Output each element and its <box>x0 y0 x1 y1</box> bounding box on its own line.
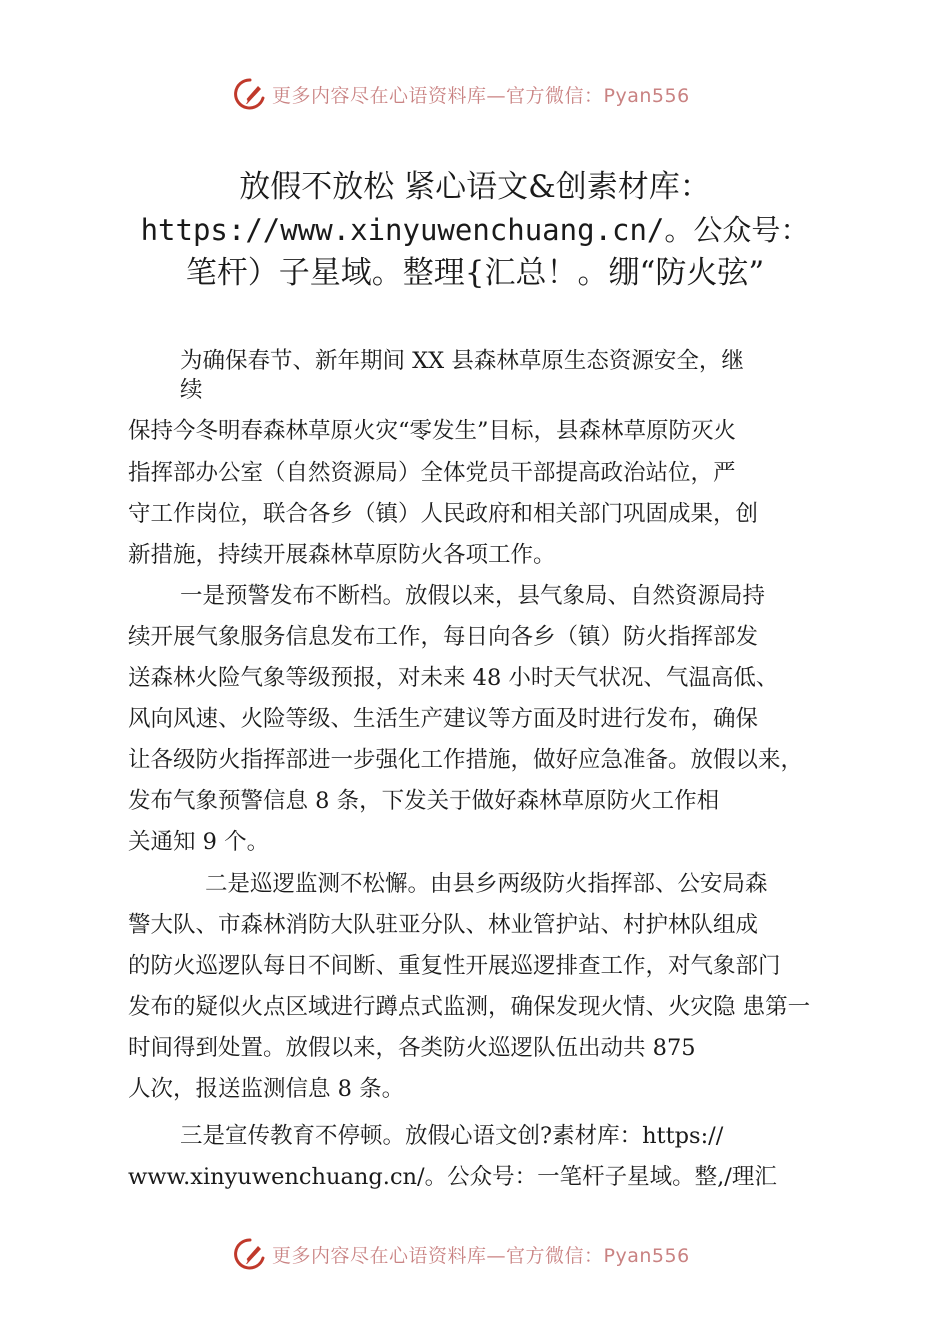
body-line: 风向风速、火险等级、生活生产建议等方面及时进行发布，确保 <box>128 706 759 732</box>
body-line: 守工作岗位，联合各乡（镇）人民政府和相关部门巩固成果，创 <box>128 501 759 527</box>
body-line: www.xinyuwenchuang.cn/。公众号：一笔杆子星域。整,/理汇 <box>128 1164 777 1190</box>
body-line: 发布气象预警信息 8 条，下发关于做好森林草原防火工作相 <box>128 788 720 814</box>
body-line: 续开展气象服务信息发布工作，每日向各乡（镇）防火指挥部发 <box>128 624 759 650</box>
watermark-text: 更多内容尽在心语资料库—官方微信：Pyan556 <box>272 1244 690 1267</box>
body-line: 为确保春节、新年期间 XX 县森林草原生态资源安全，继 <box>180 348 744 374</box>
body-line: 二是巡逻监测不松懈。由县乡两级防火指挥部、公安局森 <box>205 871 768 897</box>
header-watermark <box>0 72 950 116</box>
body-line: 新措施，持续开展森林草原防火各项工作。 <box>128 542 556 568</box>
body-line: 指挥部办公室（自然资源局）全体党员干部提高政治站位，严 <box>128 460 736 486</box>
body-line: 发布的疑似火点区域进行蹲点式监测，确保发现火情、火灾隐 患第一 <box>128 994 811 1020</box>
body-line: 时间得到处置。放假以来，各类防火巡逻队伍出动共 875 <box>128 1035 696 1061</box>
title-line-1: 放假不放松 紧心语文&创素材库： <box>239 169 711 205</box>
document-title <box>100 166 850 295</box>
wechat-id: Pyan556 <box>603 84 690 107</box>
title-line-2: https://www.xinyuwenchuang.cn/。公众号： <box>140 213 810 247</box>
watermark-text: 更多内容尽在心语资料库—官方微信：Pyan556 <box>272 84 690 107</box>
body-line: 续 <box>180 377 203 403</box>
body-line: 一是预警发布不断档。放假以来，县气象局、自然资源局持 <box>180 583 766 609</box>
body-line: 人次，报送监测信息 8 条。 <box>128 1076 405 1102</box>
body-line: 让各级防火指挥部进一步强化工作措施，做好应急准备。放假以来， <box>128 747 804 773</box>
pen-circle-logo-icon <box>232 1236 268 1272</box>
body-line: 三是宣传教育不停顿。放假心语文创?素材库：https:// <box>180 1123 724 1149</box>
body-line: 的防火巡逻队每日不间断、重复性开展巡逻排查工作，对气象部门 <box>128 953 781 979</box>
footer-watermark <box>0 1232 950 1276</box>
body-line: 保持今冬明春森林草原火灾“零发生”目标，县森林草原防灭火 <box>128 418 737 444</box>
body-line: 警大队、市森林消防大队驻亚分队、林业管护站、村护林队组成 <box>128 912 759 938</box>
pen-circle-logo-icon <box>232 76 268 112</box>
body-line: 送森林火险气象等级预报，对未来 48 小时天气状况、气温高低、 <box>128 665 779 691</box>
wechat-id: Pyan556 <box>603 1244 690 1267</box>
body-line: 关通知 9 个。 <box>128 829 270 855</box>
title-line-3: 笔杆）子星域。整理{汇总！。绷“防火弦” <box>185 255 765 291</box>
